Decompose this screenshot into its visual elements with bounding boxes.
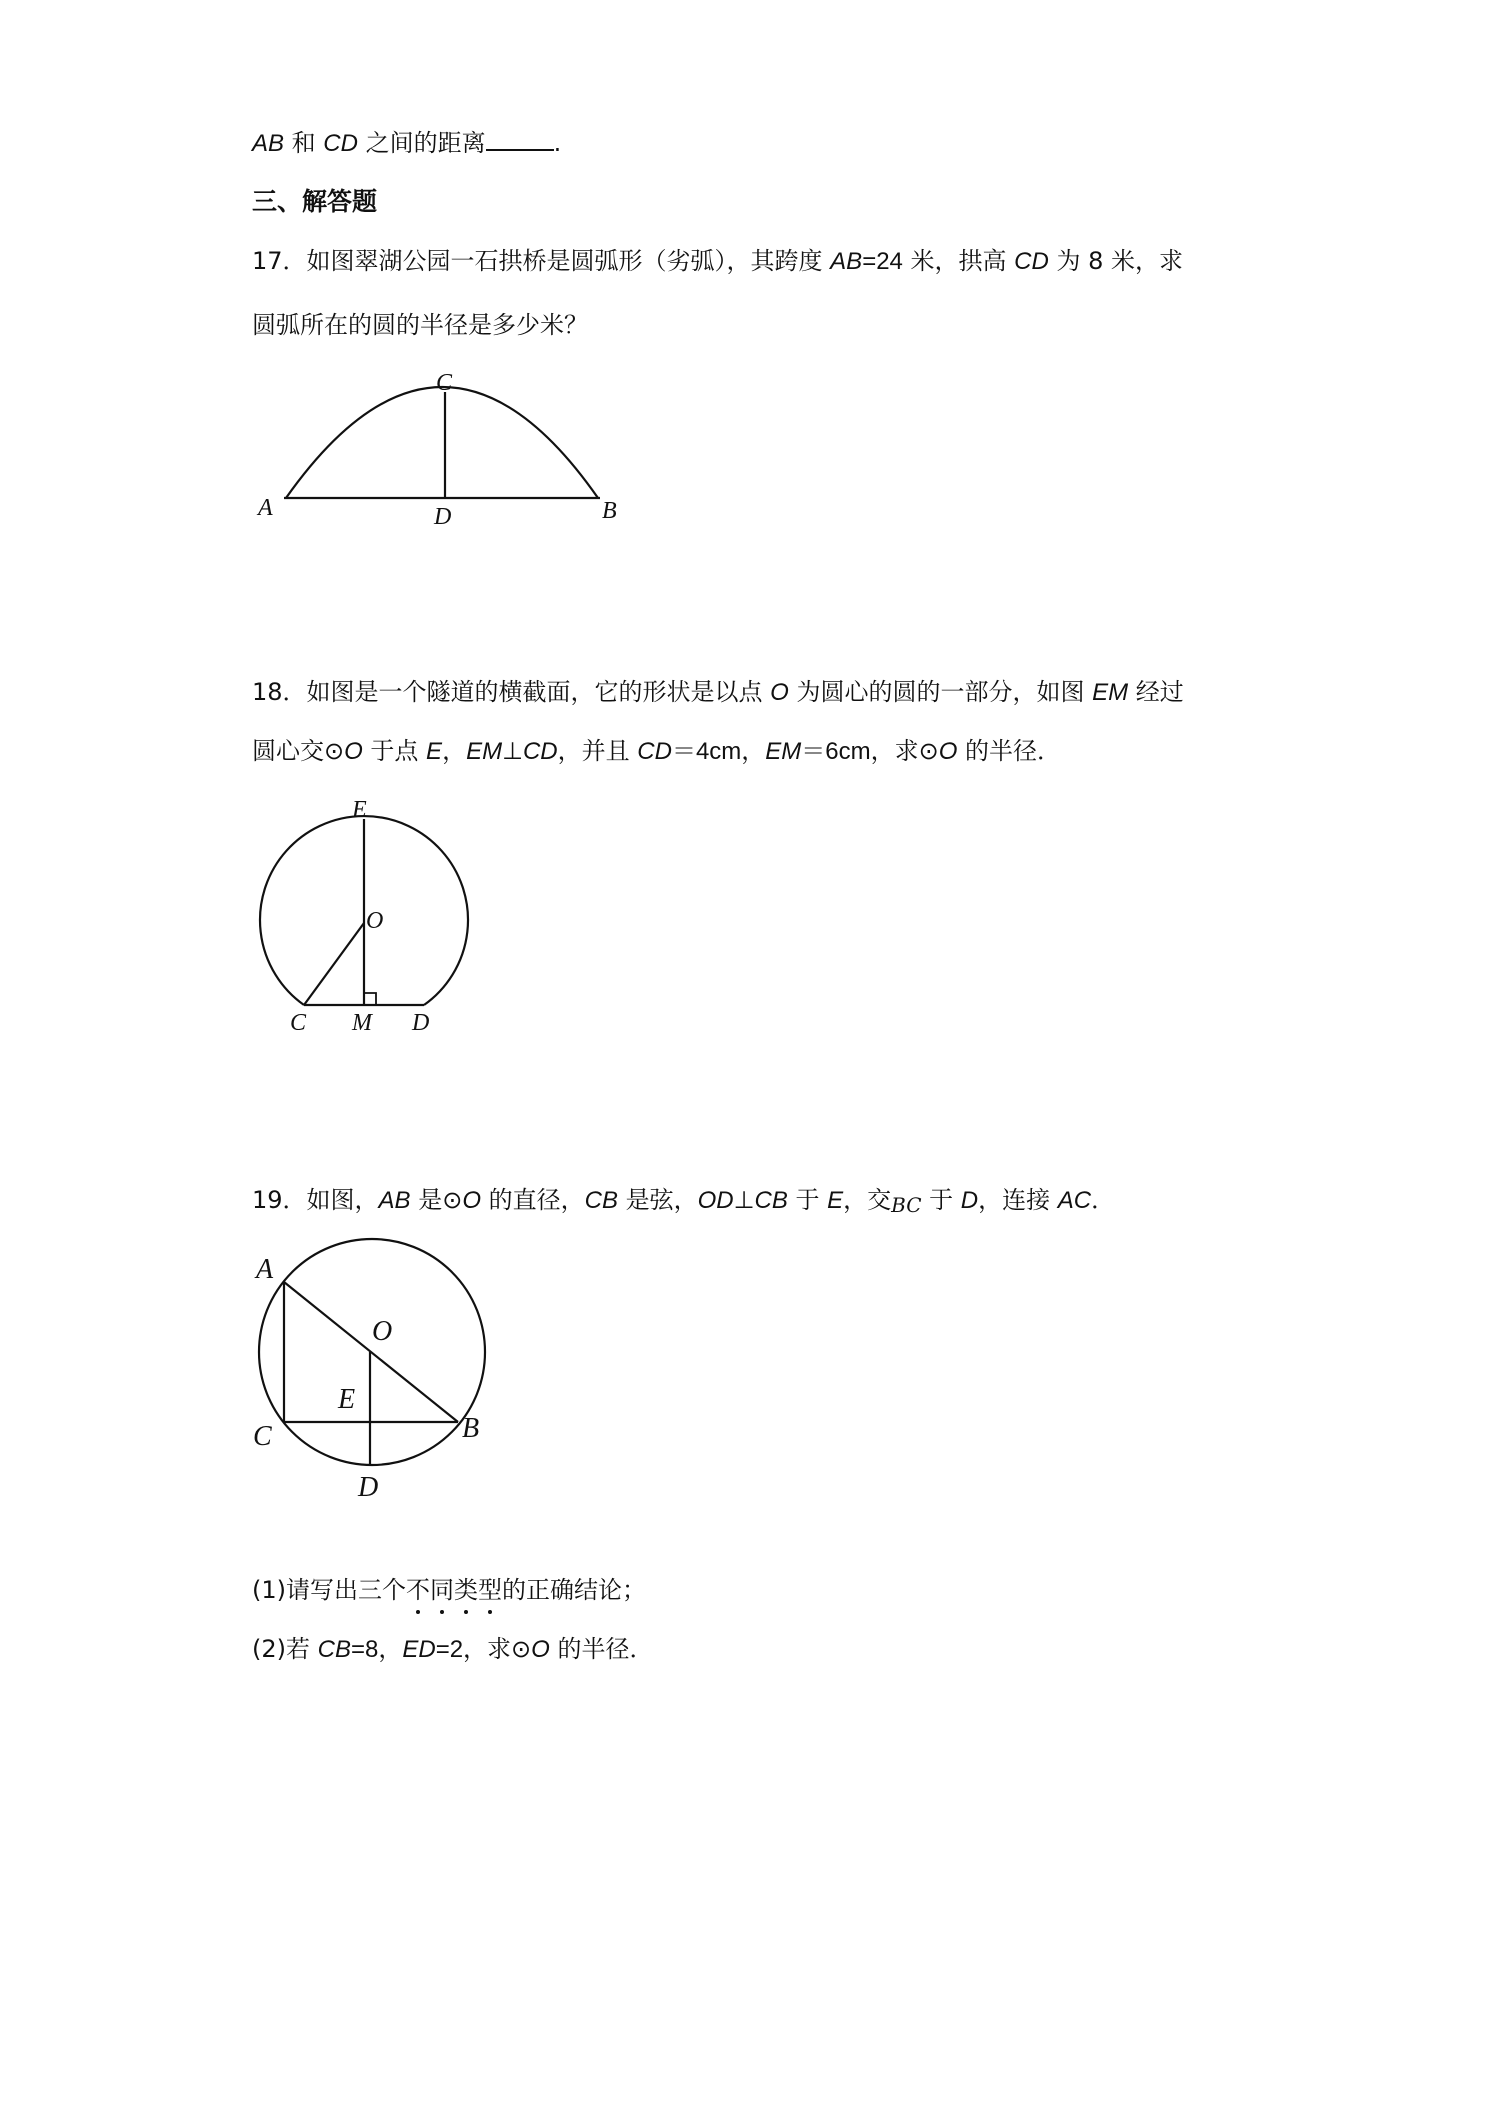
text: .: [553, 129, 562, 157]
label-o: O: [372, 1316, 393, 1347]
point-o: O: [462, 1187, 481, 1214]
emphasis-char: 不: [406, 1576, 430, 1604]
segment-em: EM: [466, 738, 503, 765]
segment-cd: CD: [637, 738, 672, 765]
label-c: C: [436, 370, 453, 396]
text: =24: [862, 248, 903, 275]
text: (2)若: [252, 1635, 318, 1663]
segment-cd: CD: [323, 130, 358, 157]
text: 的正确结论；: [502, 1576, 646, 1604]
text: (1)请写出三个: [252, 1576, 406, 1604]
text: 米，拱高: [902, 247, 1015, 275]
text: 19．如图，: [252, 1186, 379, 1214]
label-a: A: [256, 1254, 274, 1285]
segment-cd: CD: [1014, 248, 1049, 275]
label-m: M: [352, 1010, 372, 1036]
text: 的半径．: [549, 1635, 654, 1663]
segment-ab: AB: [830, 248, 863, 275]
label-e: E: [352, 797, 367, 823]
label-o: O: [366, 908, 384, 934]
point-o: O: [938, 738, 958, 765]
segment-od: OD: [697, 1187, 734, 1214]
label-a: A: [258, 495, 273, 521]
text: 于: [921, 1186, 961, 1214]
segment-em: EM: [1092, 679, 1129, 706]
arc-bc: BC: [891, 1193, 922, 1217]
text: 的直径，: [480, 1186, 585, 1214]
text: ，交: [843, 1186, 892, 1214]
label-b: B: [462, 1413, 480, 1444]
text: 是弦，: [617, 1186, 698, 1214]
segment-cd: CD: [522, 738, 558, 765]
label-d: D: [434, 504, 452, 530]
text: ＝6cm，求⊙: [801, 738, 939, 765]
segment-ab: AB: [252, 130, 285, 157]
text: ，连接: [978, 1186, 1058, 1214]
text: 经过: [1128, 678, 1184, 706]
segment-em: EM: [765, 738, 802, 765]
label-e: E: [338, 1384, 356, 1415]
text: ．: [1091, 1186, 1116, 1214]
point-e: E: [827, 1187, 844, 1214]
point-o: O: [770, 679, 789, 706]
text: ⊥: [502, 737, 523, 765]
emphasis-char: 类: [454, 1576, 478, 1604]
text: =2，求⊙: [435, 1636, 532, 1663]
emphasis-char: 同: [430, 1576, 454, 1604]
text: 于点: [362, 737, 427, 765]
text: ⊥: [733, 1186, 755, 1214]
text: ，并且: [557, 737, 638, 765]
text: 和: [284, 129, 324, 157]
text: 为 8 米，求: [1048, 247, 1183, 275]
point-d: D: [960, 1187, 979, 1214]
emphasis-char: 型: [478, 1576, 502, 1604]
text: 是⊙: [410, 1186, 463, 1214]
text: ＝4cm，: [671, 738, 766, 765]
label-c: C: [253, 1421, 272, 1452]
text: 的半径．: [957, 737, 1062, 765]
label-d: D: [358, 1472, 379, 1503]
point-o: O: [344, 738, 363, 765]
text: =8，: [350, 1636, 403, 1663]
label-c: C: [290, 1010, 307, 1036]
point-o: O: [531, 1636, 550, 1663]
q19-sub-question-1: [252, 1572, 646, 1608]
q17-line-2: 圆弧所在的圆的半径是多少米？: [252, 311, 588, 339]
segment-cb: CB: [317, 1636, 351, 1663]
text: 为圆心的圆的一部分，如图: [788, 678, 1093, 706]
text: 圆心交⊙: [252, 737, 345, 765]
segment-ab: AB: [378, 1187, 411, 1214]
q19-sub-question-2: [252, 1631, 653, 1668]
segment-cb: CB: [584, 1187, 618, 1214]
text: 之间的距离: [357, 129, 486, 157]
point-e: E: [426, 738, 443, 765]
text: 17．如图翠湖公园一石拱桥是圆弧形（劣弧），其跨度: [252, 247, 831, 275]
segment-ac: AC: [1057, 1187, 1092, 1214]
text: ，: [442, 737, 467, 765]
segment-ed: ED: [402, 1636, 436, 1663]
segment-cb: CB: [754, 1187, 788, 1214]
text: 18．如图是一个隧道的横截面，它的形状是以点: [252, 678, 771, 706]
text: 于: [787, 1186, 828, 1214]
section-title: 三、解答题: [252, 187, 378, 216]
label-b: B: [602, 498, 617, 524]
label-d: D: [412, 1010, 430, 1036]
